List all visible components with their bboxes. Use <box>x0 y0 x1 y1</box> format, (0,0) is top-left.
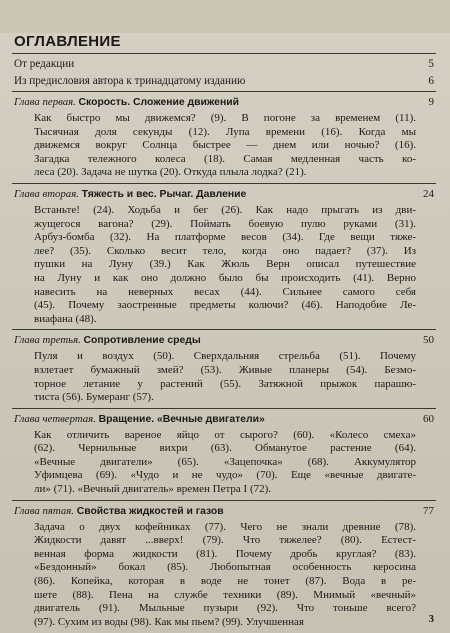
page-number: 3 <box>428 613 434 625</box>
title-rule <box>12 53 436 54</box>
section-line: торное летание у растений (55). Затяжной прыжок парашю- <box>34 377 416 390</box>
chapter-label: Глава четвертая. <box>14 412 96 425</box>
chapter-entry <box>14 505 434 630</box>
section-line: Загадка тележного колеса (18). Самая медленная часть ко- <box>34 152 416 165</box>
chapter-sections <box>34 112 416 180</box>
chapter-title: Сопротивление среды <box>83 335 201 347</box>
section-line: (86). Копейка, которая в воде не тонет (87). Вода в ре- <box>34 575 416 588</box>
chapter-label: Глава третья. <box>14 334 81 347</box>
chapter-heading[interactable] <box>14 188 434 201</box>
chapter-rule <box>12 408 436 409</box>
chapter-page: 50 <box>423 334 434 347</box>
section-line: «Вечные двигатели» (65). «Зацепочка» (68). Аккумулятор <box>34 455 416 468</box>
chapter-sections <box>34 521 416 630</box>
section-line: жущегося вагона? (29). Поймать боевую пулю руками (31). <box>34 217 416 230</box>
section-line: пушки на Луну (39.) Как Жюль Верн описал путешествие <box>34 258 416 271</box>
section-line: Задача о двух кофейниках (77). Чего не знали древние (78). <box>34 520 416 533</box>
section-line: тиста (56). Бумеранг (57). <box>34 391 154 404</box>
front-matter-item[interactable] <box>14 58 434 71</box>
front-matter-text: Из предисловия автора к тринадцатому изданию <box>14 75 246 87</box>
chapter-title: Скорость. Сложение движений <box>78 97 239 108</box>
chapter-entry <box>14 413 434 497</box>
section-line: Как отличить вареное яйцо от сырого? (60). «Колесо смеха» <box>34 428 416 441</box>
section-line: Как быстро мы движемся? (9). В погоне за временем (11). <box>34 112 416 124</box>
chapter-page: 60 <box>423 412 434 425</box>
chapter-sections <box>34 350 416 404</box>
chapter-title: Вращение. «Вечные двигатели» <box>98 413 265 425</box>
chapter-heading[interactable] <box>14 413 434 426</box>
chapter-label: Глава вторая. <box>14 187 79 200</box>
section-line: венная форма жидкости (81). Почему дробь круглая? (83). <box>34 547 416 560</box>
section-line: «Бездонный» бокал (85). Любопытная особенность керосина <box>34 561 416 574</box>
section-line: Уфимцева (69). «Чудо и не чудо» (70). Еще «вечные двигате- <box>34 469 416 482</box>
section-line: (45). Почему заостренные предметы колючи? (46). Наподобие Ле- <box>34 299 416 312</box>
chapter-label: Глава первая. <box>14 96 76 108</box>
chapter-title: Свойства жидкостей и газов <box>76 505 224 517</box>
chapter-heading[interactable] <box>14 96 434 109</box>
chapter-heading[interactable] <box>14 334 434 347</box>
chapter-page: 77 <box>423 504 434 517</box>
chapter-title: Тяжесть и вес. Рычаг. Давление <box>81 188 247 200</box>
front-matter-item[interactable] <box>14 75 434 88</box>
chapter-entry <box>14 96 434 180</box>
section-line: ли» (71). «Вечный двигатель» времен Петра I (72). <box>34 483 272 496</box>
chapter-heading[interactable] <box>14 505 434 518</box>
page-title: ОГЛАВЛЕНИЕ <box>14 33 121 50</box>
chapter-list <box>12 91 436 629</box>
contents-page <box>0 33 450 633</box>
section-line: лее? (35). Сколько весит тело, когда оно падает? (37). Из <box>34 244 416 257</box>
section-line: взлетает бумажный змей? (53). Живые планеры (54). Безмо- <box>34 363 416 376</box>
section-line: леса (20). Задача не шутка (20). Откуда плыла лодка? (21). <box>34 166 307 179</box>
section-line: навесить на неверных весах (44). Сильнее самого себя <box>34 285 416 298</box>
front-matter-page: 6 <box>428 75 434 87</box>
front-matter-text: От редакции <box>14 58 75 70</box>
chapter-label: Глава пятая. <box>14 504 74 517</box>
section-line: двигатель (91). Мыльные пузыри (92). Что тоньше всего? <box>34 602 416 615</box>
front-matter-page: 5 <box>428 58 434 70</box>
chapter-page: 9 <box>428 96 434 108</box>
chapter-sections <box>34 204 416 326</box>
chapter-rule <box>12 91 436 92</box>
chapter-entry <box>14 334 434 404</box>
section-line: (97). Сухим из воды (98). Как мы пьем? (99). Улучшенная <box>34 615 304 628</box>
chapter-entry <box>14 188 434 326</box>
chapter-sections <box>34 429 416 497</box>
section-line: Встаньте! (24). Ходьба и бег (26). Как надо прыгать из дви- <box>34 203 416 216</box>
section-line: Тысячная доля секунды (12). Лупа времени (16). Когда мы <box>34 125 416 138</box>
section-line: Арбуз-бомба (32). На платформе весов (34). Где вещи тяже- <box>34 231 416 244</box>
section-line: Жидкости давят ...вверх! (79). Что тяжелее? (80). Естест- <box>34 534 416 547</box>
chapter-page: 24 <box>423 187 434 200</box>
chapter-rule <box>12 329 436 330</box>
section-line: (62). Чернильные вихри (63). Обманутое растение (64). <box>34 442 416 455</box>
chapter-rule <box>12 183 436 184</box>
section-line: виафана (48). <box>34 312 97 325</box>
section-line: шете (88). Пена на службе техники (89). Мнимый «вечный» <box>34 588 416 601</box>
chapter-rule <box>12 500 436 501</box>
section-line: Пуля и воздух (50). Сверхдальняя стрельба (51). Почему <box>34 350 416 363</box>
section-line: на Луну и как оно должно было бы происходить (41). Верно <box>34 271 416 284</box>
section-line: движемся вокруг Солнца быстрее — днем или ночью? (16). <box>34 139 416 152</box>
